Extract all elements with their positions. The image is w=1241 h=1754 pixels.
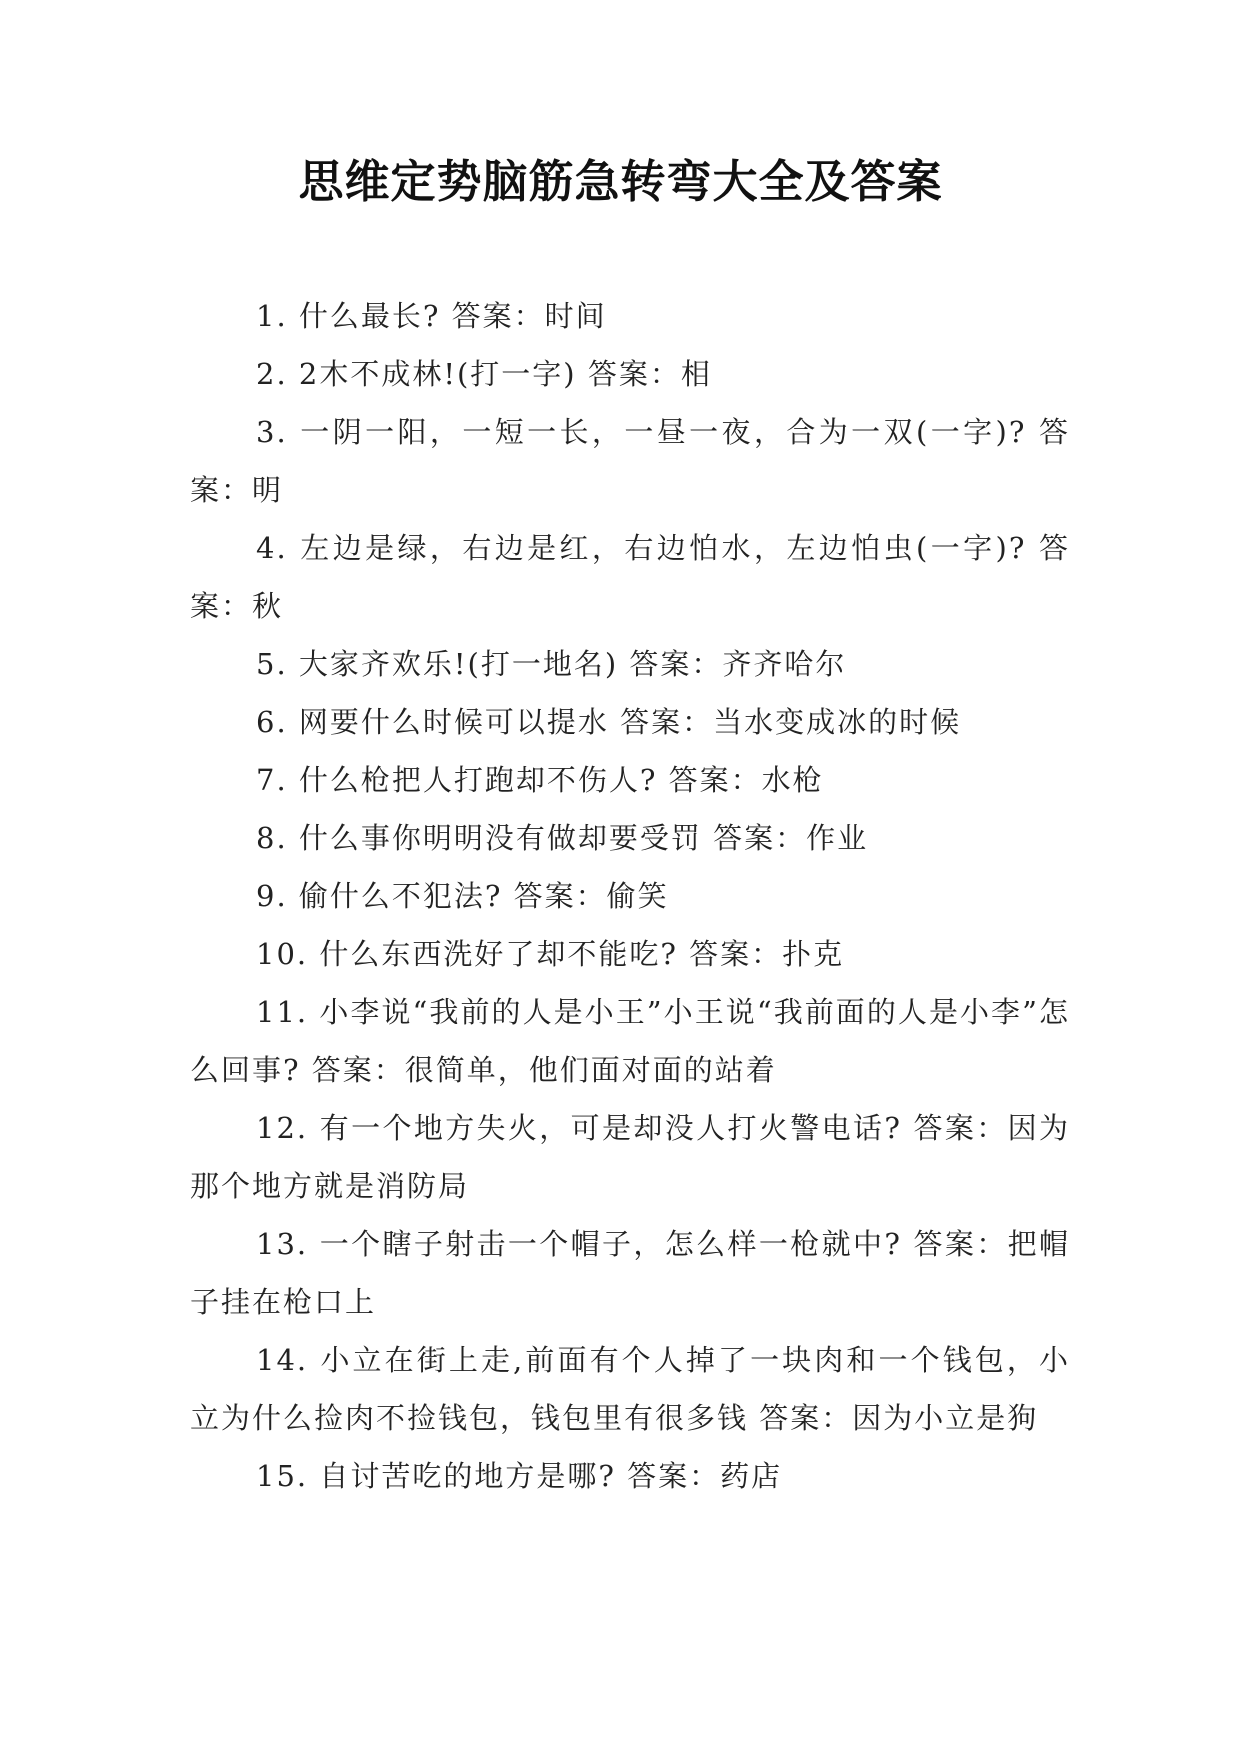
qa-item-11: 11. 小李说“我前的人是小王”小王说“我前面的人是小李”怎么回事? 答案：很简单，他们面对面的站着 [190,995,1070,1087]
qa-list [190,287,1070,1505]
qa-item-2: 2. 2木不成林!(打一字) 答案：相 [256,357,712,391]
qa-item-13: 13. 一个瞎子射击一个帽子，怎么样一枪就中? 答案：把帽子挂在枪口上 [190,1227,1070,1319]
qa-item-7: 7. 什么枪把人打跑却不伤人? 答案：水枪 [256,763,824,797]
qa-item-4: 4. 左边是绿，右边是红，右边怕水，左边怕虫(一字)? 答案：秋 [190,531,1070,623]
qa-item-14: 14. 小立在街上走,前面有个人掉了一块肉和一个钱包，小立为什么捡肉不捡钱包，钱包里有很多钱 答案：因为小立是狗 [190,1343,1070,1435]
qa-item-1: 1. 什么最长? 答案：时间 [256,299,607,333]
qa-item-6: 6. 网要什么时候可以提水 答案：当水变成冰的时候 [256,705,962,739]
qa-item-9: 9. 偷什么不犯法? 答案：偷笑 [256,879,669,913]
page-title: 思维定势脑筋急转弯大全及答案 [298,155,943,208]
qa-item-15: 15. 自讨苦吃的地方是哪? 答案：药店 [256,1459,783,1493]
qa-item-3: 3. 一阴一阳，一短一长，一昼一夜，合为一双(一字)? 答案：明 [190,415,1070,507]
qa-item-12: 12. 有一个地方失火，可是却没人打火警电话? 答案：因为那个地方就是消防局 [190,1111,1070,1203]
qa-item-8: 8. 什么事你明明没有做却要受罚 答案：作业 [256,821,869,855]
qa-item-10: 10. 什么东西洗好了却不能吃? 答案：扑克 [256,937,845,971]
qa-item-5: 5. 大家齐欢乐!(打一地名) 答案：齐齐哈尔 [256,647,847,681]
